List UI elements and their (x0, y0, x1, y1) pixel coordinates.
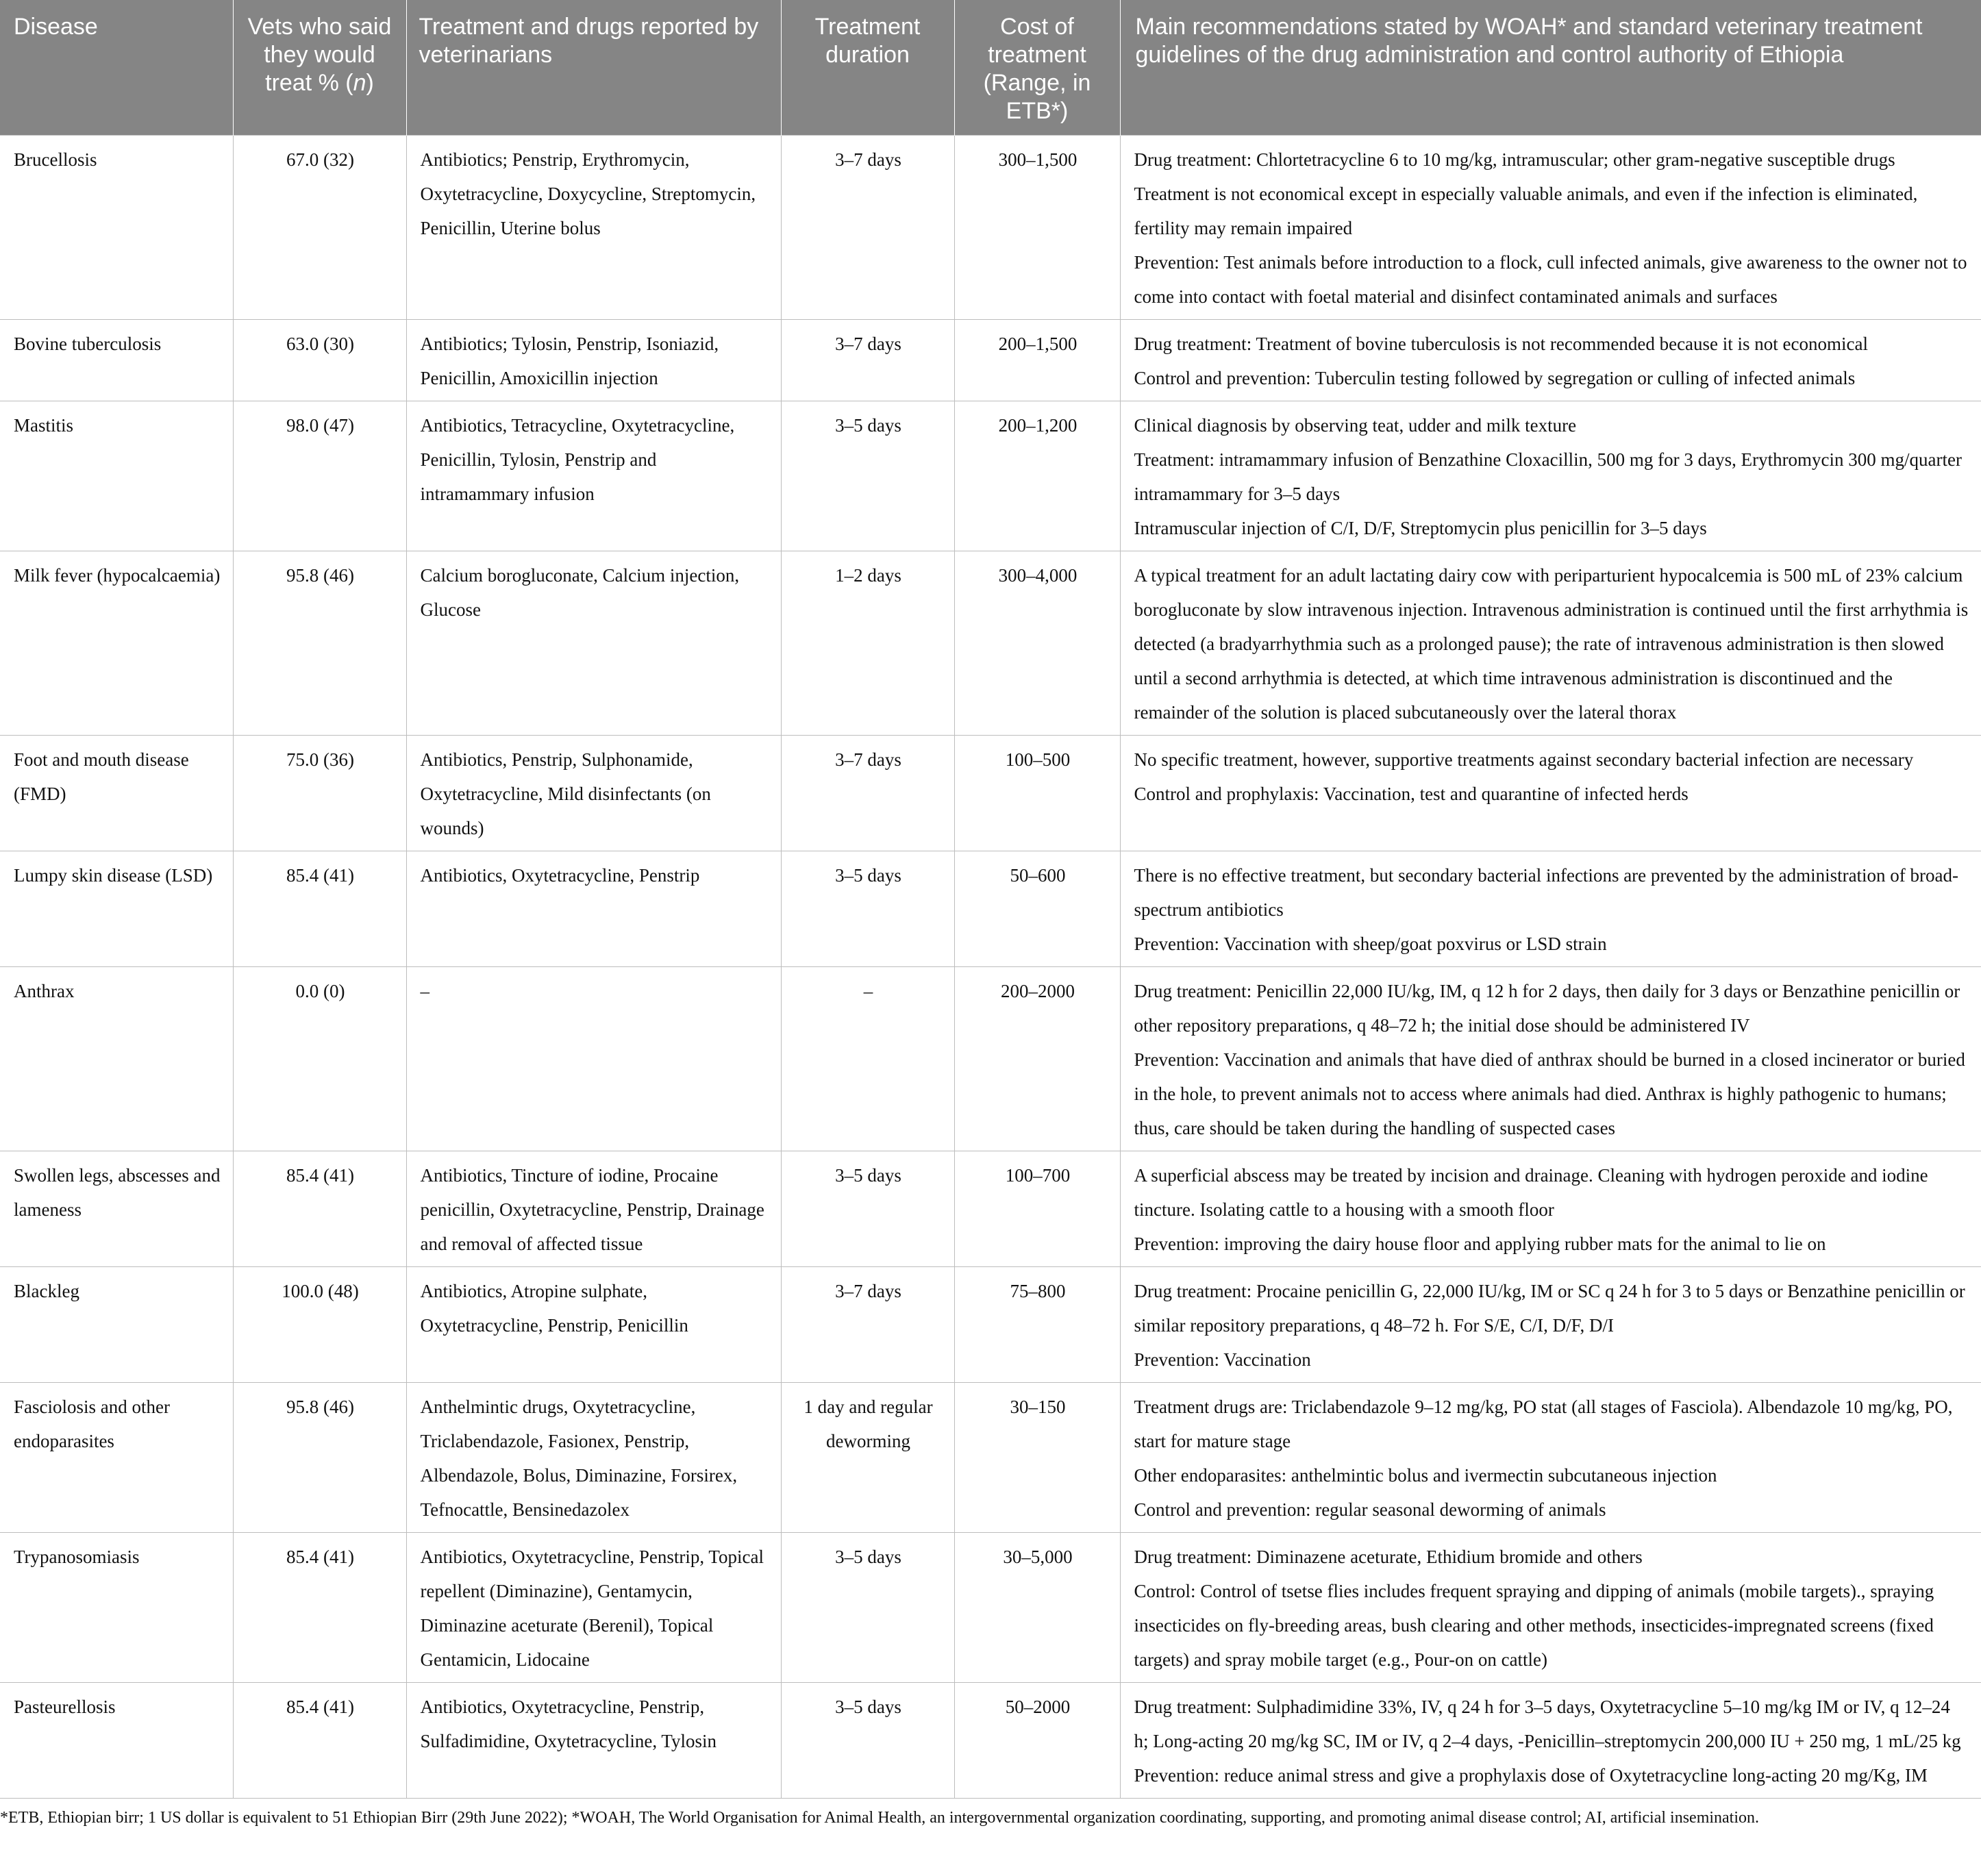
disease-cell: Pasteurellosis (0, 1683, 233, 1799)
recommendation-line: Control and prevention: Tuberculin testing followed by segregation or culling of infected animals (1134, 368, 1856, 388)
treatment-cell: Antibiotics, Penstrip, Sulphonamide, Oxytetracycline, Mild disinfectants (on wounds) (406, 736, 781, 851)
disease-cell: Mastitis (0, 401, 233, 551)
vets-cell: 67.0 (32) (233, 136, 406, 320)
recommendation-cell (1120, 1383, 1981, 1533)
duration-cell: 3–5 days (781, 1683, 954, 1799)
disease-cell: Anthrax (0, 967, 233, 1151)
header-recommendations: Main recommendations stated by WOAH* and standard veterinary treatment guidelines of the drug administration and control authority of Ethiopia (1120, 0, 1981, 136)
cost-cell: 100–700 (954, 1151, 1120, 1267)
cost-cell: 30–5,000 (954, 1533, 1120, 1683)
recommendation-line: Drug treatment: Penicillin 22,000 IU/kg, IM, q 12 h for 2 days, then daily for 3 days or Benzathine penicillin or other repository preparations, q 48–72 h; the initial dose should be administered IV (1134, 981, 1960, 1036)
cost-cell: 30–150 (954, 1383, 1120, 1533)
cost-cell: 75–800 (954, 1267, 1120, 1383)
recommendation-line: Other endoparasites: anthelmintic bolus and ivermectin subcutaneous injection (1134, 1465, 1717, 1486)
header-vets-text: Vets who said they would treat % (n) (247, 14, 392, 96)
cost-cell: 50–600 (954, 851, 1120, 967)
recommendation-line: Treatment drugs are: Triclabendazole 9–12 mg/kg, PO stat (all stages of Fasciola). Albendazole 10 mg/kg, PO, start for mature stage (1134, 1397, 1953, 1451)
recommendation-line: Control and prevention: regular seasonal deworming of animals (1134, 1499, 1606, 1520)
recommendation-line: Prevention: improving the dairy house floor and applying rubber mats for the animal to lie on (1134, 1234, 1826, 1254)
treatment-cell: Antibiotics, Atropine sulphate, Oxytetracycline, Penstrip, Penicillin (406, 1267, 781, 1383)
cost-cell: 200–1,500 (954, 320, 1120, 401)
cost-cell: 50–2000 (954, 1683, 1120, 1799)
disease-cell: Swollen legs, abscesses and lameness (0, 1151, 233, 1267)
header-duration: Treatment duration (781, 0, 954, 136)
table-row (0, 967, 1981, 1151)
treatment-cell: Antibiotics, Oxytetracycline, Penstrip, Sulfadimidine, Oxytetracycline, Tylosin (406, 1683, 781, 1799)
recommendation-line: Drug treatment: Sulphadimidine 33%, IV, q 24 h for 3–5 days, Oxytetracycline 5–10 mg/kg IM or IV, q 12–24 h; Long-acting 20 mg/kg SC, IM or IV, q 2–4 days, -Penicillin–streptomycin 200,000 IU + 250 mg, 1 mL/25 kg (1134, 1697, 1961, 1751)
table-row (0, 1533, 1981, 1683)
recommendation-line: Control: Control of tsetse flies includes frequent spraying and dipping of animals (mobile targets)., spraying insecticides on fly-breeding areas, bush clearing and other methods, insecticides-impregnated screens (fixed targets) and spray mobile target (e.g., Pour-on on cattle) (1134, 1581, 1934, 1670)
recommendation-cell (1120, 136, 1981, 320)
cost-cell: 200–1,200 (954, 401, 1120, 551)
duration-cell: 3–7 days (781, 320, 954, 401)
vets-cell: 95.8 (46) (233, 1383, 406, 1533)
table-row (0, 851, 1981, 967)
recommendation-line: Drug treatment: Treatment of bovine tuberculosis is not recommended because it is not economical (1134, 334, 1868, 354)
duration-cell: 1–2 days (781, 551, 954, 736)
duration-cell: 3–5 days (781, 401, 954, 551)
recommendation-line: Prevention: Vaccination and animals that have died of anthrax should be burned in a closed incinerator or buried in the hole, to prevent animals not to access where animals had died. Anthrax is highly pathogenic to humans; thus, care should be taken during the handling of suspected cases (1134, 1049, 1965, 1138)
treatment-cell: Calcium borogluconate, Calcium injection, Glucose (406, 551, 781, 736)
treatment-cell: Antibiotics, Tincture of iodine, Procaine penicillin, Oxytetracycline, Penstrip, Drainage and removal of affected tissue (406, 1151, 781, 1267)
cost-cell: 300–1,500 (954, 136, 1120, 320)
disease-cell: Lumpy skin disease (LSD) (0, 851, 233, 967)
recommendation-line: No specific treatment, however, supportive treatments against secondary bacterial infection are necessary (1134, 749, 1914, 770)
recommendation-line: Drug treatment: Diminazene aceturate, Ethidium bromide and others (1134, 1547, 1643, 1567)
recommendation-line: Drug treatment: Procaine penicillin G, 22,000 IU/kg, IM or SC q 24 h for 3 to 5 days or Benzathine penicillin or similar repository preparations, q 48–72 h. For S/E, C/I, D/F, D/I (1134, 1281, 1965, 1336)
treatment-cell: Antibiotics, Tetracycline, Oxytetracycline, Penicillin, Tylosin, Penstrip and intramammary infusion (406, 401, 781, 551)
table-row (0, 320, 1981, 401)
recommendation-line: Intramuscular injection of C/I, D/F, Streptomycin plus penicillin for 3–5 days (1134, 518, 1707, 538)
recommendation-cell (1120, 320, 1981, 401)
header-disease: Disease (0, 0, 233, 136)
table-row (0, 1267, 1981, 1383)
recommendation-cell (1120, 1267, 1981, 1383)
vets-cell: 95.8 (46) (233, 551, 406, 736)
vets-cell: 85.4 (41) (233, 1533, 406, 1683)
table-row (0, 136, 1981, 320)
duration-cell: 3–7 days (781, 136, 954, 320)
table-row (0, 1151, 1981, 1267)
duration-cell: – (781, 967, 954, 1151)
disease-cell: Blackleg (0, 1267, 233, 1383)
table-row (0, 1683, 1981, 1799)
table-footnote: *ETB, Ethiopian birr; 1 US dollar is equivalent to 51 Ethiopian Birr (29th June 2022); *WOAH, The World Organisation for Animal Health, an intergovernmental organization coordinating, supporting, and promoting animal disease control; AI, artificial insemination. (0, 1809, 1760, 1827)
recommendation-cell (1120, 967, 1981, 1151)
recommendation-cell (1120, 851, 1981, 967)
recommendation-line: Prevention: Test animals before introduction to a flock, cull infected animals, give awareness to the owner not to come into contact with foetal material and disinfect contaminated animals and surfaces (1134, 252, 1967, 307)
vets-cell: 85.4 (41) (233, 1683, 406, 1799)
recommendation-line: Prevention: Vaccination with sheep/goat poxvirus or LSD strain (1134, 934, 1607, 954)
recommendation-line: Treatment is not economical except in especially valuable animals, and even if the infection is eliminated, fertility may remain impaired (1134, 184, 1918, 238)
recommendation-line: Clinical diagnosis by observing teat, udder and milk texture (1134, 415, 1577, 436)
recommendation-cell (1120, 1683, 1981, 1799)
recommendation-line: Control and prophylaxis: Vaccination, test and quarantine of infected herds (1134, 784, 1689, 804)
recommendation-cell (1120, 1151, 1981, 1267)
recommendation-cell (1120, 401, 1981, 551)
disease-cell: Fasciolosis and other endoparasites (0, 1383, 233, 1533)
cost-cell: 100–500 (954, 736, 1120, 851)
table-header (0, 0, 1981, 136)
recommendation-line: Prevention: Vaccination (1134, 1349, 1311, 1370)
header-treatment: Treatment and drugs reported by veterinarians (406, 0, 781, 136)
duration-cell: 3–5 days (781, 1151, 954, 1267)
treatment-cell: Antibiotics; Tylosin, Penstrip, Isoniazid, Penicillin, Amoxicillin injection (406, 320, 781, 401)
table-row (0, 736, 1981, 851)
disease-cell: Milk fever (hypocalcaemia) (0, 551, 233, 736)
recommendation-line: Prevention: reduce animal stress and give a prophylaxis dose of Oxytetracycline long-acting 20 mg/Kg, IM (1134, 1765, 1928, 1786)
duration-cell: 1 day and regular deworming (781, 1383, 954, 1533)
duration-cell: 3–7 days (781, 1267, 954, 1383)
cost-cell: 300–4,000 (954, 551, 1120, 736)
header-cost: Cost of treatment (Range, in ETB*) (954, 0, 1120, 136)
vets-cell: 75.0 (36) (233, 736, 406, 851)
duration-cell: 3–5 days (781, 1533, 954, 1683)
disease-cell: Foot and mouth disease (FMD) (0, 736, 233, 851)
treatment-cell: Antibiotics, Oxytetracycline, Penstrip, Topical repellent (Diminazine), Gentamycin, Diminazine aceturate (Berenil), Topical Gentamicin, Lidocaine (406, 1533, 781, 1683)
table-row (0, 401, 1981, 551)
vets-cell: 85.4 (41) (233, 851, 406, 967)
table-body (0, 136, 1981, 1799)
duration-cell: 3–7 days (781, 736, 954, 851)
vets-cell: 0.0 (0) (233, 967, 406, 1151)
recommendation-line: A superficial abscess may be treated by incision and drainage. Cleaning with hydrogen peroxide and iodine tincture. Isolating cattle to a housing with a smooth floor (1134, 1165, 1928, 1220)
header-vets (233, 0, 406, 136)
disease-cell: Brucellosis (0, 136, 233, 320)
table-row (0, 551, 1981, 736)
treatment-cell: – (406, 967, 781, 1151)
disease-cell: Bovine tuberculosis (0, 320, 233, 401)
vets-cell: 98.0 (47) (233, 401, 406, 551)
disease-cell: Trypanosomiasis (0, 1533, 233, 1683)
recommendation-cell (1120, 736, 1981, 851)
duration-cell: 3–5 days (781, 851, 954, 967)
table-row (0, 1383, 1981, 1533)
recommendation-line: There is no effective treatment, but secondary bacterial infections are prevented by the administration of broad-spectrum antibiotics (1134, 865, 1959, 920)
recommendation-line: Drug treatment: Chlortetracycline 6 to 10 mg/kg, intramuscular; other gram-negative susceptible drugs (1134, 149, 1895, 170)
recommendation-cell (1120, 1533, 1981, 1683)
recommendation-line: Treatment: intramammary infusion of Benzathine Cloxacillin, 500 mg for 3 days, Erythromycin 300 mg/quarter intramammary for 3–5 days (1134, 449, 1963, 504)
recommendation-line: A typical treatment for an adult lactating dairy cow with periparturient hypocalcemia is 500 mL of 23% calcium borogluconate by slow intravenous injection. Intravenous administration is continued until the first arrhythmia is detected (a bradyarrhythmia such as a prolonged pause); the rate of intravenous administration is then slowed until a second arrhythmia is detected, at which time intravenous administration is discontinued and the remainder of the solution is placed subcutaneously over the lateral thorax (1134, 565, 1969, 723)
cost-cell: 200–2000 (954, 967, 1120, 1151)
vets-cell: 100.0 (48) (233, 1267, 406, 1383)
treatment-cell: Anthelmintic drugs, Oxytetracycline, Triclabendazole, Fasionex, Penstrip, Albendazole, Bolus, Diminazine, Forsirex, Tefnocattle, Bensinedazolex (406, 1383, 781, 1533)
vets-cell: 85.4 (41) (233, 1151, 406, 1267)
treatment-cell: Antibiotics; Penstrip, Erythromycin, Oxytetracycline, Doxycycline, Streptomycin, Penicillin, Uterine bolus (406, 136, 781, 320)
recommendation-cell (1120, 551, 1981, 736)
vets-cell: 63.0 (30) (233, 320, 406, 401)
treatment-cell: Antibiotics, Oxytetracycline, Penstrip (406, 851, 781, 967)
